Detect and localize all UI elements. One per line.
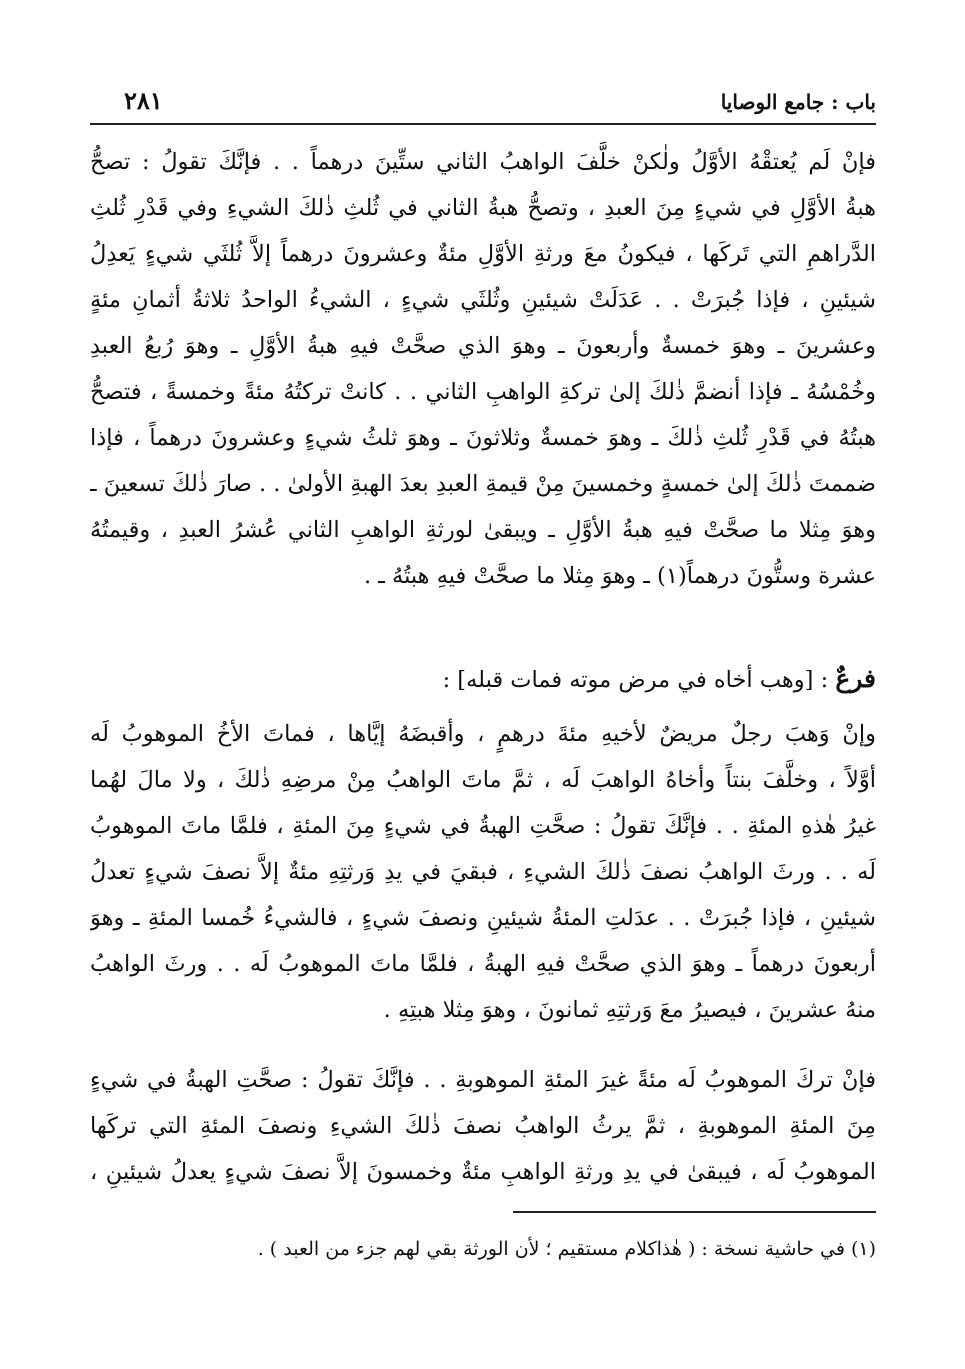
- text-line: وإنْ وَهبَ رجلٌ مريضٌ لأخيهِ مئةَ درهمٍ ، وأقبضَهُ إيَّاها ، فماتَ الأخُ الموهوبُ لَه: [90, 721, 876, 747]
- section-heading: [90, 664, 876, 693]
- running-title: باب : جامع الوصايا: [720, 90, 876, 114]
- page-header: [90, 86, 876, 116]
- text-line: شيئينِ ، فإذا جُبرَتْ . . عَدَلَتْ شيئينِ وثُلثَي شيءٍ ، الشيءُ الواحدُ ثلاثةُ أثمانِ مئةٍ: [90, 287, 876, 313]
- text-line: الدَّراهمِ التي تَركَها ، فيكونُ معَ ورثةِ الأوَّلِ مئةٌ وعشرونَ درهماً إلاَّ ثُلثَي شيءٍ يَعدِلُ: [90, 241, 876, 267]
- text-line: هبتُهُ في قَدْرِ ثُلثِ ذٰلكَ ـ وهوَ خمسةٌ وثلاثونَ ـ وهوَ ثلثُ شيءٍ وعشرونَ درهماً ، فإذا: [90, 425, 876, 451]
- text-line: غيرُ هٰذهِ المئةِ . . فإنَّكَ تقولُ : صحَّتِ الهبةُ في شيءٍ مِنَ المئةِ ، فلمَّا ماتَ الموهوبُ: [90, 813, 876, 839]
- text-line: شيئينِ ، فإذا جُبرَتْ . . عدَلتِ المئةُ شيئينِ ونصفَ شيءٍ ، فالشيءُ خُمسا المئةِ ـ وهوَ: [90, 905, 876, 931]
- section-label: فرعٌ: [835, 664, 876, 693]
- footnote: (١) في حاشية نسخة : ( هٰذاكلام مستقيم ؛ لأن الورثة بقي لهم جزء من العبد ) .: [257, 1238, 876, 1260]
- text-line: وهوَ مِثلا ما صحَّتْ فيهِ هبةُ الأوَّلِ ـ ويبقىٰ لورثةِ الواهبِ الثاني عُشرُ العبدِ ، وقيمتُهُ: [90, 517, 876, 543]
- text-line: منهُ عشرينَ ، فيصيرُ معَ وَرثتِهِ ثمانونَ ، وهوَ مِثلا هبتِهِ .: [383, 997, 876, 1023]
- page-number: ٢٨١: [124, 86, 163, 115]
- text-line: لَه . . ورثَ الواهبُ نصفَ ذٰلكَ الشيءِ ، فبقيَ في يدِ وَرثتِهِ مئةٌ إلاَّ نصفَ شيءٍ تعدلُ: [90, 859, 876, 885]
- text-line: أربعونَ درهماً ـ وهوَ الذي صحَّتْ فيهِ الهبةُ ، فلمَّا ماتَ الموهوبُ لَه . . ورثَ الواهبُ: [90, 951, 876, 977]
- text-line: وعشرينَ ـ وهوَ خمسةٌ وأربعونَ ـ وهوَ الذي صحَّتْ فيهِ هبةُ الأوَّلِ ـ وهوَ رُبعُ العبدِ: [90, 333, 876, 359]
- text-line: فإنْ لَم يُعتقْهُ الأوَّلُ ولٰكنْ خلَّفَ الواهبُ الثاني ستِّينَ درهماً . . فإنَّكَ تقولُ : تصحُّ: [90, 149, 876, 175]
- footnote-divider: [513, 1211, 876, 1213]
- text-line: الموهوبُ لَه ، فيبقىٰ في يدِ ورثةِ الواهبِ مئةٌ وخمسونَ إلاَّ نصفَ شيءٍ يعدلُ شيئينِ ،: [90, 1159, 876, 1185]
- section-title: : [وهب أخاه في مرض موته فمات قبله] :: [442, 667, 829, 693]
- text-line: وخُمْسُهُ ـ فإذا أنضمَّ ذٰلكَ إلىٰ تركةِ الواهبِ الثاني . . كانتْ تركتُهُ مئةً وخمسةً ، فتصحُّ: [90, 379, 876, 405]
- text-line: أوَّلاً ، وخلَّفَ بنتاً وأخاهُ الواهبَ لَه ، ثمَّ ماتَ الواهبُ مِنْ مرضِهِ ذٰلكَ ، ولا مالَ لهُما: [90, 767, 876, 793]
- text-line: فإنْ تركَ الموهوبُ لَه مئةً غيرَ المئةِ الموهوبةِ . . فإنَّكَ تقولُ : صحَّتِ الهبةُ في شيءٍ: [90, 1067, 876, 1093]
- paragraph-3: [90, 1057, 876, 1195]
- text-line: هبةُ الأوَّلِ في شيءٍ مِنَ العبدِ ، وتصحُّ هبةُ الثاني في ثُلثِ ذٰلكَ الشيءِ وفي قَدْرِ ثُلثِ: [90, 195, 876, 221]
- text-line: عشرة وستُّونَ درهماً(١) ـ وهوَ مِثلا ما صحَّتْ فيهِ هبتُهُ ـ .: [363, 563, 876, 589]
- paragraph-1: [90, 139, 876, 599]
- text-line: مِنَ المئةِ الموهوبةِ ، ثمَّ يرثُ الواهبُ نصفَ ذٰلكَ الشيءِ ونصفَ المئةِ التي تركَها: [90, 1113, 876, 1139]
- text-line: ضممتَ ذٰلكَ إلىٰ خمسةٍ وخمسينَ مِنْ قيمةِ العبدِ بعدَ الهبةِ الأولىٰ . . صارَ ذٰلكَ تسعينَ ـ: [90, 471, 876, 497]
- header-divider: [90, 123, 876, 125]
- paragraph-2: [90, 711, 876, 1033]
